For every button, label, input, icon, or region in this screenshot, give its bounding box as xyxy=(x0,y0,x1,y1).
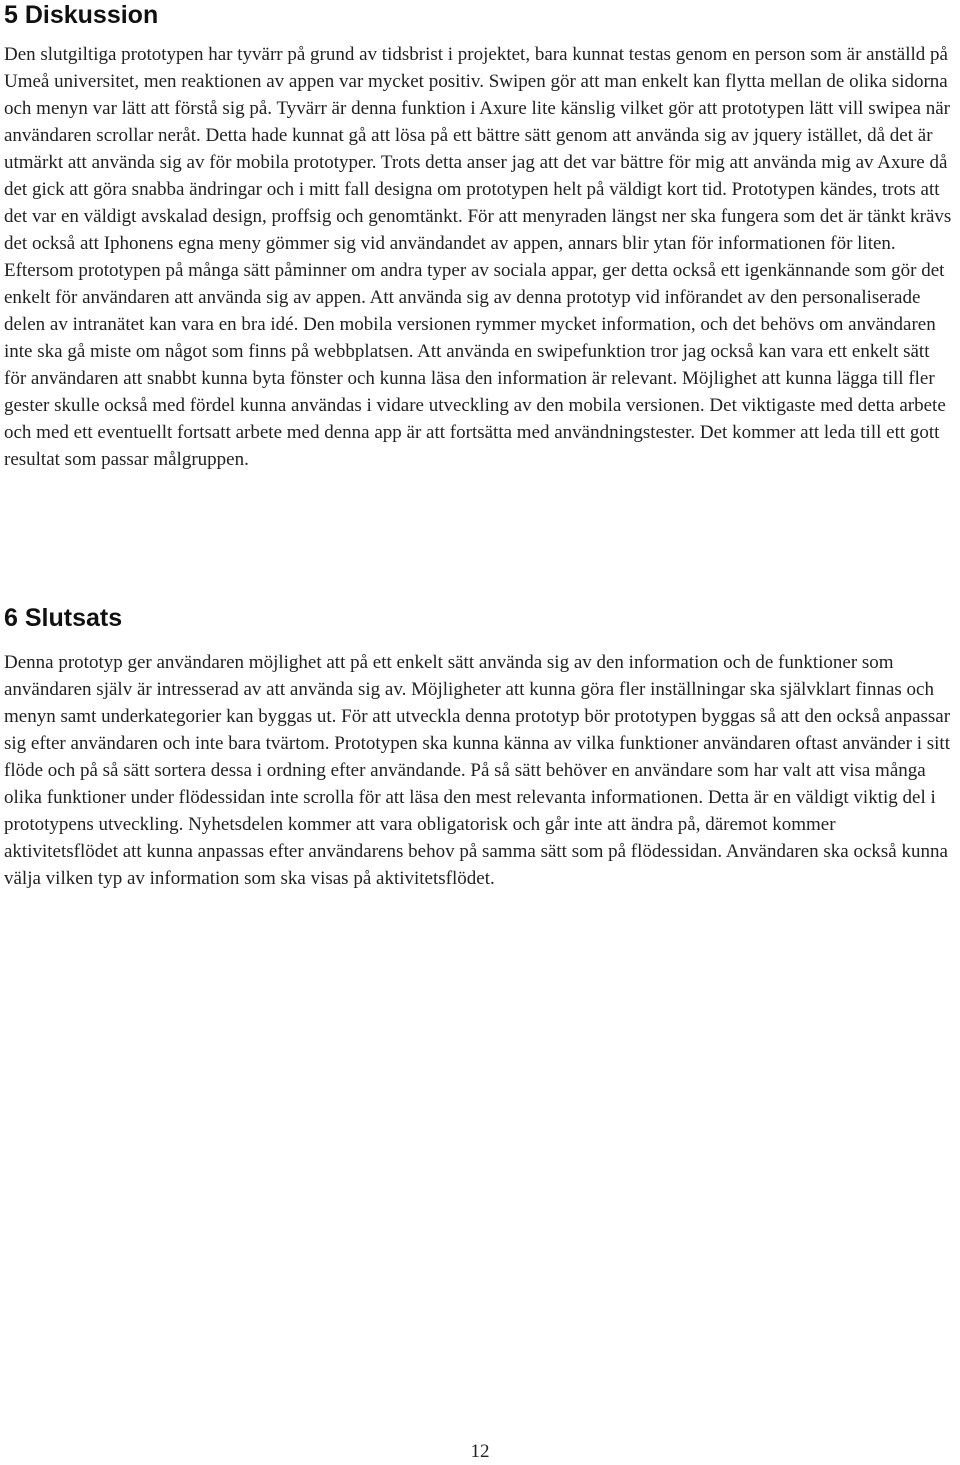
section-slutsats xyxy=(4,604,954,892)
section-diskussion xyxy=(4,0,954,473)
page-number: 12 xyxy=(470,1441,490,1462)
section-paragraph: Denna prototyp ger användaren möjlighet att på ett enkelt sätt använda sig av den information och de funktioner som användaren själv är intresserad av att använda sig av. Möjligheter att kunna göra fler inställningar ska självklart finnas och menyn samt underkategorier kan byggas ut. För att utveckla denna prototyp bör prototypen byggas så att den också anpassar sig efter användaren och inte bara tvärtom. Prototypen ska kunna känna av vilka funktioner användaren oftast använder i sitt flöde och på så sätt sortera dessa i ordning efter användande. På så sätt behöver en användare som har valt att visa många olika funktioner under flödessidan inte scrolla för att läsa den mest relevanta informationen. Detta är en väldigt viktig del i prototypens utveckling. Nyhetsdelen kommer att vara obligatorisk och går inte att ändra på, däremot kommer aktivitetsflödet att kunna anpassas efter användarens behov på samma sätt som på flödessidan. Användaren ska också kunna välja vilken typ av information som ska visas på aktivitetsflödet. xyxy=(4,652,951,889)
section-paragraph: Den slutgiltiga prototypen har tyvärr på grund av tidsbrist i projektet, bara kunnat testas genom en person som är anställd på Umeå universitet, men reaktionen av appen var mycket positiv. Swipen gör att man enkelt kan flytta mellan de olika sidorna och menyn var lätt att förstå sig på. Tyvärr är denna funktion i Axure lite känslig vilket gör att prototypen lätt vill swipea när användaren scrollar neråt. Detta hade kunnat gå att lösa på ett bättre sätt genom att använda sig av jquery istället, då det är utmärkt att använda sig av för mobila prototyper. Trots detta anser jag att det var bättre för mig att använda mig av Axure då det gick att göra snabba ändringar och i mitt fall designa om prototypen helt på väldigt kort tid. Prototypen kändes, trots att det var en väldigt avskalad design, proffsig och genomtänkt. För att menyraden längst ner ska fungera som det är tänkt krävs det också att Iphonens egna meny gömmer sig vid användandet av appen, annars blir ytan för informationen för liten. Eftersom prototypen på många sätt påminner om andra typer av sociala appar, ger detta också ett igenkännande som gör det enkelt för användaren att använda sig av appen. Att använda sig av denna prototyp vid införandet av den personaliserade delen av intranätet kan vara en bra idé. Den mobila versionen rymmer mycket information, och det behövs om användaren inte ska gå miste om något som finns på webbplatsen. Att använda en swipefunktion tror jag också kan vara ett enkelt sätt för användaren att snabbt kunna byta fönster och kunna läsa den information är relevant. Möjlighet att kunna lägga till fler gester skulle också med fördel kunna användas i vidare utveckling av den mobila versionen. Det viktigaste med detta arbete och med ett eventuellt fortsatt arbete med denna app är att fortsätta med användningstester. Det kommer att leda till ett gott resultat som passar målgruppen. xyxy=(4,44,952,470)
section-heading: 6 Slutsats xyxy=(4,604,123,632)
section-heading: 5 Diskussion xyxy=(4,1,159,29)
